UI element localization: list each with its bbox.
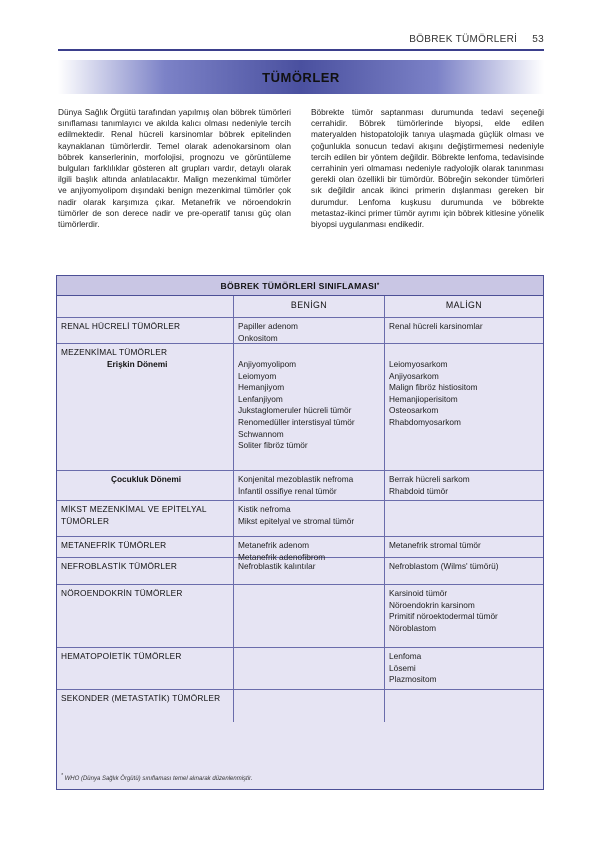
malign-cell (384, 344, 543, 470)
benign-cell (233, 690, 384, 722)
category-label: NÖROENDOKRİN TÜMÖRLER (61, 588, 183, 598)
malign-item: Renal hücreli karsinomlar (389, 321, 483, 331)
benign-cell (233, 344, 384, 470)
benign-item: Metanefrik adenofibrom (238, 551, 326, 562)
malign-item: Anjiyosarkom (389, 370, 439, 381)
benign-item: Renomedüller interstisyal tümör (238, 416, 355, 427)
running-head (58, 34, 544, 48)
category-label: RENAL HÜCRELİ TÜMÖRLER (61, 321, 181, 331)
malign-cell (384, 585, 543, 647)
category-cell (57, 537, 233, 557)
benign-item: Mikst epitelyal ve stromal tümör (238, 515, 355, 526)
benign-item: Schwannom (238, 428, 284, 439)
malign-item: Primitif nöroektodermal tümör (389, 611, 498, 622)
benign-cell (233, 501, 384, 536)
category-cell (57, 501, 233, 536)
category-label: MİKST MEZENKİMAL VE EPİTELYAL TÜMÖRLER (61, 504, 207, 526)
header-empty-cell (57, 296, 233, 317)
running-title: BÖBREK TÜMÖRLERİ (409, 34, 518, 45)
category-label: HEMATOPOİETİK TÜMÖRLER (61, 651, 182, 661)
table-title-mark: * (376, 282, 380, 289)
malign-item: Hemanjioperisitom (389, 393, 458, 404)
category-cell (57, 344, 233, 470)
malign-item: Berrak hücreli sarkom (389, 474, 470, 484)
category-label: SEKONDER (METASTATİK) TÜMÖRLER (61, 693, 221, 703)
benign-item: Soliter fibröz tümör (238, 440, 308, 451)
benign-cell (233, 537, 384, 562)
table-row (57, 318, 543, 344)
table-row (57, 558, 543, 585)
malign-cell (384, 558, 543, 584)
subcategory-label: Erişkin Dönemi (107, 358, 168, 369)
header-rule (58, 49, 544, 51)
benign-cell (233, 558, 384, 584)
table-title-text: BÖBREK TÜMÖRLERİ SINIFLAMASI (220, 280, 377, 291)
malign-item: Nöroendokrin karsinom (389, 599, 475, 610)
intro-right-column: Böbrekte tümör saptanması durumunda tedavi seçeneği cerrahidir. Böbrek tümörlerinde biyopsi, elde edilen materyalden histopatolojik tanıya ulaşmada güçlük olması ve çoğunlukla sonucun tedavi akışını değiştirmemesi nedeniyle tercih edilen bir yöntem değildir. Böbrekte lenfoma, tedavisinde cerrahinin yeri olmaması nedeniyle radyolojik olarak tanınması gerekli olan özellikli bir tümördür. Böbreğin sekonder tümörleri sık değildir ancak ikinci primerin dışlanması gereken bir durumdur. Lenfoma kuşkusu durumunda ve böbrekte metastaz-ikinci primer tümör ayrımı için böbrek kitlesine yönelik biyopsi uygulanması endikedir. (311, 107, 544, 230)
classification-table (56, 275, 544, 790)
table-row (57, 501, 543, 537)
malign-item: Nefroblastom (Wilms' tümörü) (389, 561, 499, 571)
category-cell (57, 648, 233, 689)
subcategory-label: Çocukluk Dönemi (111, 474, 182, 484)
table-header-row (57, 296, 543, 318)
benign-item: Leiomyom (238, 370, 277, 381)
malign-cell (384, 648, 543, 689)
benign-item: Anjiyomyolipom (238, 359, 297, 369)
benign-cell (233, 318, 384, 343)
malign-item: Rhabdomyosarkom (389, 416, 461, 427)
malign-cell (384, 501, 543, 536)
category-cell (57, 585, 233, 647)
malign-item: Nöroblastom (389, 622, 437, 633)
malign-item: Lösemi (389, 662, 416, 673)
malign-cell (384, 318, 543, 343)
category-cell (57, 471, 233, 500)
page-number: 53 (532, 34, 544, 45)
malign-cell (384, 537, 543, 557)
table-row (57, 690, 543, 722)
header-malign: MALİGN (384, 296, 543, 317)
malign-item: Osteosarkom (389, 405, 439, 416)
benign-item: Kistik nefroma (238, 504, 291, 514)
malign-item: Malign fibröz histiositom (389, 382, 478, 393)
category-cell (57, 318, 233, 343)
table-title (57, 276, 543, 296)
category-label: NEFROBLASTİK TÜMÖRLER (61, 561, 178, 571)
footnote-text: WHO (Dünya Sağlık Örgütü) sınıflaması temel alınarak düzenlenmiştir. (64, 776, 253, 782)
table-row (57, 585, 543, 648)
table-footnote (61, 773, 252, 782)
benign-cell (233, 648, 384, 689)
category-label: METANEFRİK TÜMÖRLER (61, 540, 167, 550)
table-row (57, 344, 543, 471)
malign-item: Karsinoid tümör (389, 588, 448, 598)
intro-text (58, 107, 544, 230)
header-benign: BENİGN (233, 296, 384, 317)
category-cell (57, 690, 233, 722)
footnote-mark: * (61, 773, 63, 779)
benign-cell (233, 585, 384, 647)
table-row (57, 471, 543, 501)
intro-left-column: Dünya Sağlık Örgütü tarafından yapılmış olan böbrek tümörleri sınıflaması tanımlayıcı ve akılda kalıcı olması nedeniyle tercih edilmektedir. Renal hücreli karsinomlar böbrek epitelinden kaynaklanan tümörlerdir. Temel olarak adenokarsinom olan böbrek kanserlerinin, morfolojisi, prognozu ve görüntüleme bulguları farklılıklar gösteren alt grupları vardır, detaylı olarak ilgili başlık altında anlatılacaktır. Malign mezenkimal tümörler ve anjiyomyolipom dışındaki benign mezenkimal tümörler çok nadir olarak karşımıza çıkar. Metanefrik ve nöroendokrin tümörler de son derece nadir ve pre-operatif tanısı güç olan tümörlerdir. (58, 107, 291, 230)
malign-cell (384, 471, 543, 500)
category-cell (57, 558, 233, 584)
section-banner (58, 60, 544, 94)
section-title: TÜMÖRLER (262, 69, 340, 85)
benign-item: Nefroblastik kalıntılar (238, 561, 316, 571)
malign-cell (384, 690, 543, 722)
benign-item: İnfantil ossifiye renal tümör (238, 485, 337, 496)
benign-item: Papiller adenom (238, 321, 298, 331)
benign-cell (233, 471, 384, 500)
malign-item: Lenfoma (389, 651, 422, 661)
malign-item: Plazmositom (389, 674, 437, 685)
benign-item: Onkositom (238, 332, 278, 343)
table-row (57, 537, 543, 562)
malign-item: Leiomyosarkom (389, 359, 448, 369)
benign-item: Hemanjiyom (238, 382, 285, 393)
benign-item: Konjenital mezoblastik nefroma (238, 474, 354, 484)
malign-item: Metanefrik stromal tümör (389, 540, 481, 550)
table-row (57, 648, 543, 690)
benign-item: Lenfanjiyom (238, 393, 283, 404)
malign-item: Rhabdoid tümör (389, 485, 449, 496)
category-label: MEZENKİMAL TÜMÖRLER (61, 347, 168, 357)
benign-item: Jukstaglomeruler hücreli tümör (238, 405, 352, 416)
benign-item: Metanefrik adenom (238, 540, 310, 550)
